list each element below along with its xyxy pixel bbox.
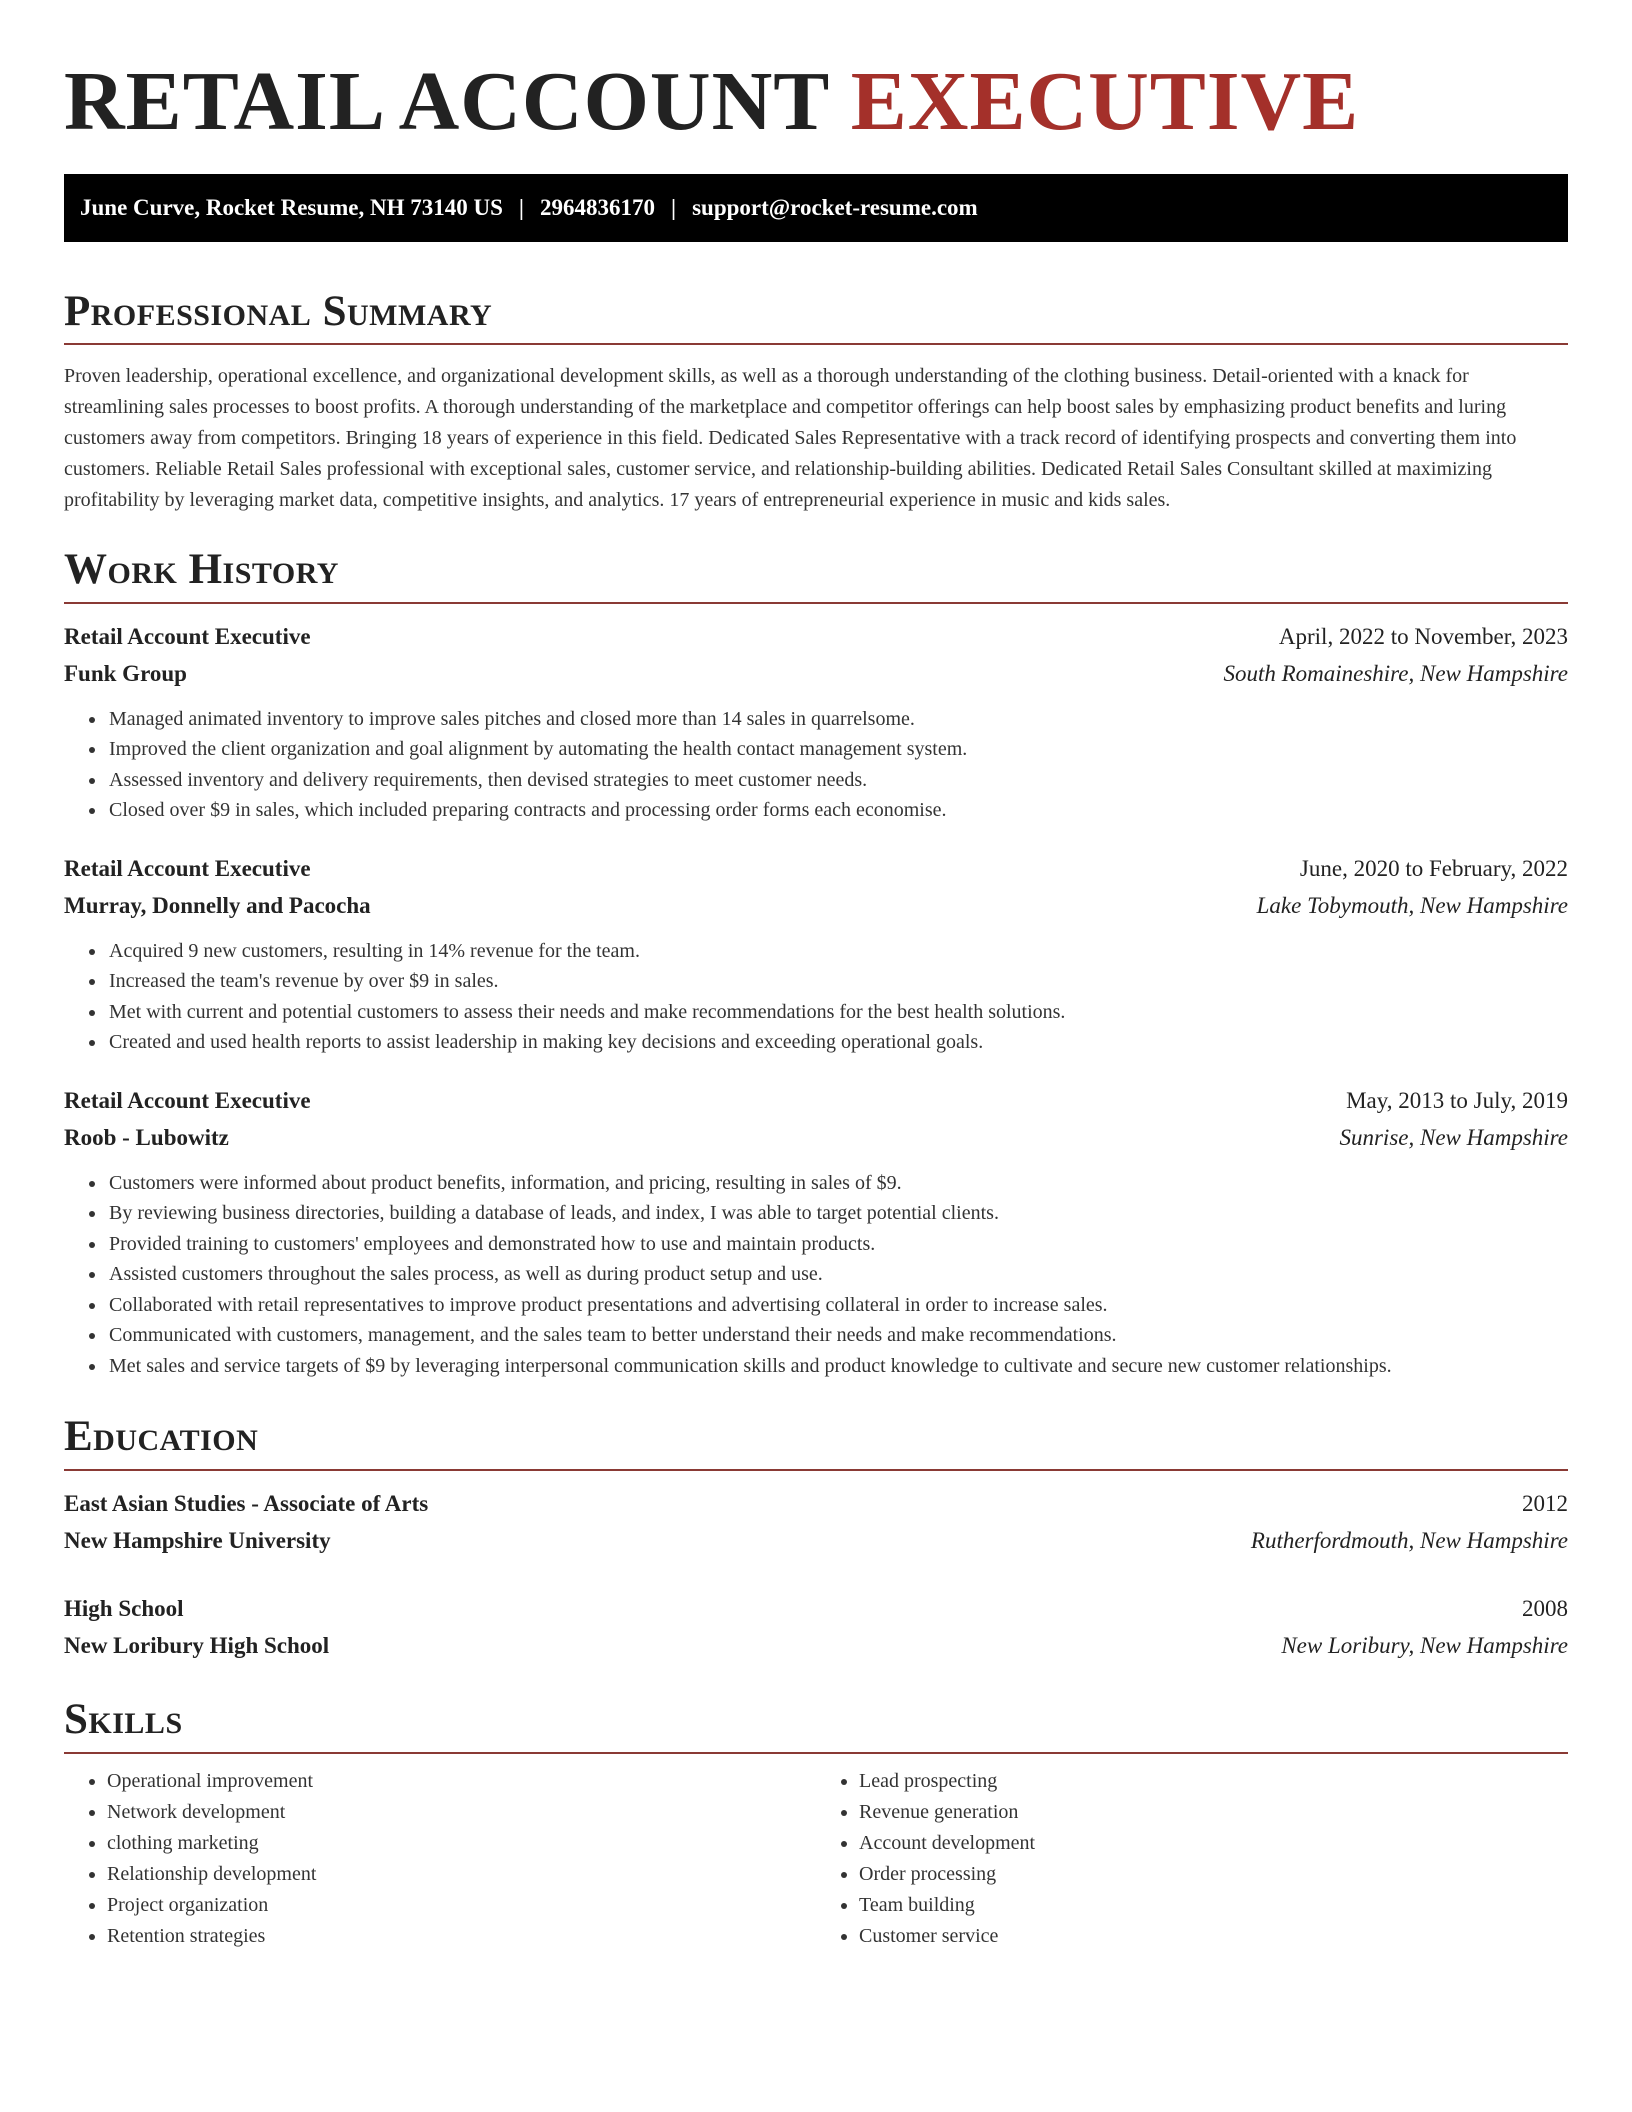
job-bullet: • Communicated with customers, management, and the sales team to better understand their needs and make recommendations. xyxy=(107,1320,1568,1351)
skill-item: • Lead prospecting xyxy=(859,1766,1568,1797)
job-bullets xyxy=(64,936,1568,1058)
job-title-row xyxy=(64,1082,1568,1119)
skill-item: • Customer service xyxy=(859,1921,1568,1952)
skill-item: • Order processing xyxy=(859,1859,1568,1890)
job-bullet: • Met sales and service targets of $9 by leveraging interpersonal communication skills and product knowledge to cultivate and secure new customer relationships. xyxy=(107,1351,1568,1382)
education-year: 2008 xyxy=(1522,1596,1568,1622)
job-bullet: • Closed over $9 in sales, which included preparing contracts and processing order forms each economise. xyxy=(107,795,1568,826)
job-bullet: • Managed animated inventory to improve sales pitches and closed more than 14 sales in quarrelsome. xyxy=(107,704,1568,735)
skill-item: • Network development xyxy=(107,1797,816,1828)
job-company: Funk Group xyxy=(64,660,187,686)
job-entry xyxy=(64,850,1568,1058)
education-school-row xyxy=(64,1522,1568,1559)
job-title: Retail Account Executive xyxy=(64,623,311,649)
work-history-heading: Work History xyxy=(64,544,1568,604)
name-first: RETAIL ACCOUNT xyxy=(64,55,829,148)
job-company: Roob - Lubowitz xyxy=(64,1124,229,1150)
contact-separator: | xyxy=(671,194,677,220)
job-company-row xyxy=(64,1119,1568,1156)
skill-item: • Account development xyxy=(859,1828,1568,1859)
job-location: South Romaineshire, New Hampshire xyxy=(1223,660,1568,686)
education-year: 2012 xyxy=(1522,1491,1568,1517)
job-bullet: • Met with current and potential customers to assess their needs and make recommendations for the best health solutions. xyxy=(107,997,1568,1028)
job-dates: May, 2013 to July, 2019 xyxy=(1346,1087,1568,1113)
contact-email: support@rocket-resume.com xyxy=(692,194,978,220)
education-school: New Loribury High School xyxy=(64,1633,330,1659)
job-bullet: • Created and used health reports to assist leadership in making key decisions and exceeding operational goals. xyxy=(107,1027,1568,1058)
education-school-row xyxy=(64,1627,1568,1664)
job-bullet: • Customers were informed about product benefits, information, and pricing, resulting in sales of $9. xyxy=(107,1168,1568,1199)
summary-heading: Professional Summary xyxy=(64,286,1568,346)
education-location: New Loribury, New Hampshire xyxy=(1281,1633,1568,1659)
job-title: Retail Account Executive xyxy=(64,1087,311,1113)
skill-item: • Operational improvement xyxy=(107,1766,816,1797)
job-bullet: • Assessed inventory and delivery requirements, then devised strategies to meet customer needs. xyxy=(107,765,1568,796)
education-location: Rutherfordmouth, New Hampshire xyxy=(1250,1528,1568,1554)
contact-phone: 2964836170 xyxy=(540,194,655,220)
job-company-row xyxy=(64,887,1568,924)
skills-column-left xyxy=(64,1766,816,1952)
skills-column-right xyxy=(816,1766,1568,1952)
skill-item: • Team building xyxy=(859,1890,1568,1921)
contact-bar xyxy=(64,174,1568,242)
skill-item: • Retention strategies xyxy=(107,1921,816,1952)
education-degree-row xyxy=(64,1485,1568,1522)
job-bullet: • Assisted customers throughout the sales process, as well as during product setup and use. xyxy=(107,1259,1568,1290)
job-bullet: • Provided training to customers' employees and demonstrated how to use and maintain products. xyxy=(107,1229,1568,1260)
job-entry xyxy=(64,618,1568,826)
job-location: Lake Tobymouth, New Hampshire xyxy=(1256,892,1568,918)
job-company: Murray, Donnelly and Pacocha xyxy=(64,892,371,918)
contact-separator: | xyxy=(518,194,524,220)
job-location: Sunrise, New Hampshire xyxy=(1339,1124,1568,1150)
job-bullets xyxy=(64,704,1568,826)
job-title-row xyxy=(64,618,1568,655)
job-bullet: • By reviewing business directories, building a database of leads, and index, I was able to target potential clients. xyxy=(107,1198,1568,1229)
resume-name-heading xyxy=(64,52,1568,153)
job-bullet: • Collaborated with retail representatives to improve product presentations and advertising collateral in order to increase sales. xyxy=(107,1290,1568,1321)
skills-list xyxy=(64,1766,1568,1952)
job-entry xyxy=(64,1082,1568,1382)
contact-address: June Curve, Rocket Resume, NH 73140 US xyxy=(80,194,503,220)
job-bullet: • Improved the client organization and goal alignment by automating the health contact management system. xyxy=(107,734,1568,765)
skill-item: • clothing marketing xyxy=(107,1828,816,1859)
job-bullets xyxy=(64,1168,1568,1382)
skills-heading: Skills xyxy=(64,1694,1568,1754)
job-bullet: • Increased the team's revenue by over $9 in sales. xyxy=(107,966,1568,997)
job-title: Retail Account Executive xyxy=(64,855,311,881)
education-school: New Hampshire University xyxy=(64,1528,331,1554)
education-entry xyxy=(64,1485,1568,1559)
skill-item: • Project organization xyxy=(107,1890,816,1921)
job-dates: April, 2022 to November, 2023 xyxy=(1278,623,1568,649)
skill-item: • Revenue generation xyxy=(859,1797,1568,1828)
summary-text: Proven leadership, operational excellence, and organizational development skills, as well as a thorough understanding of the clothing business. Detail-oriented with a knack for streamlining sales processes to boost profits. A thorough understanding of the marketplace and competitor offerings can help boost sales by emphasizing product benefits and luring customers away from competitors. Bringing 18 years of experience in this field. Dedicated Sales Representative with a track record of identifying prospects and converting them into customers. Reliable Retail Sales professional with exceptional sales, customer service, and relationship-building abilities. Dedicated Retail Sales Consultant skilled at maximizing profitability by leveraging market data, competitive insights, and analytics. 17 years of entrepreneurial experience in music and kids sales. xyxy=(64,365,1517,512)
education-degree: East Asian Studies - Associate of Arts xyxy=(64,1491,429,1517)
education-degree: High School xyxy=(64,1596,184,1622)
job-company-row xyxy=(64,655,1568,692)
name-last: EXECUTIVE xyxy=(850,55,1360,148)
education-heading: Education xyxy=(64,1411,1568,1471)
job-dates: June, 2020 to February, 2022 xyxy=(1299,855,1568,881)
job-bullet: • Acquired 9 new customers, resulting in 14% revenue for the team. xyxy=(107,936,1568,967)
job-title-row xyxy=(64,850,1568,887)
skill-item: • Relationship development xyxy=(107,1859,816,1890)
education-degree-row xyxy=(64,1590,1568,1627)
education-entry xyxy=(64,1590,1568,1664)
